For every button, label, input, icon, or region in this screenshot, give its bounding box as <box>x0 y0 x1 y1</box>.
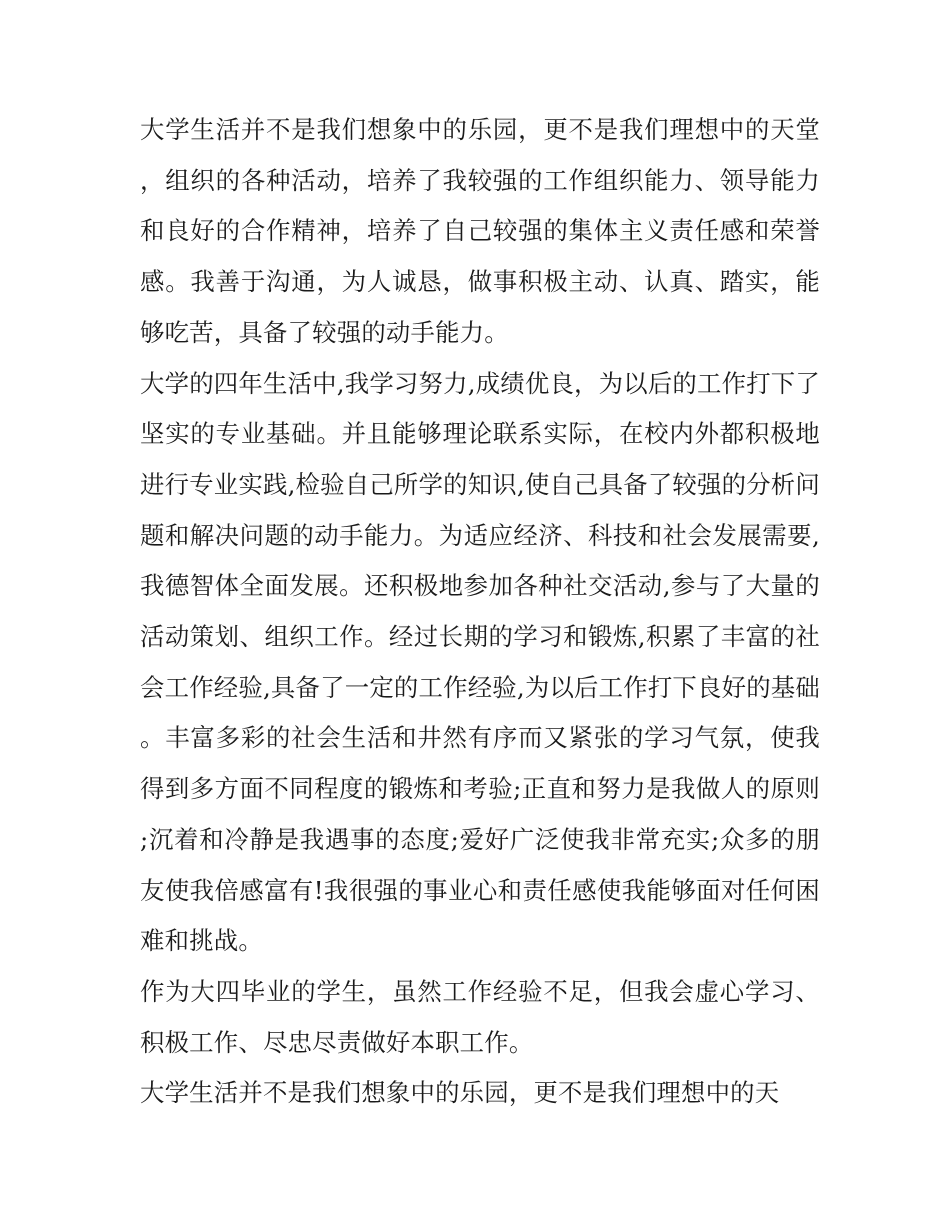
paragraph-2: 大学的四年生活中,我学习努力,成绩优良，为以后的工作打下了坚实的专业基础。并且能够理论联系实际，在校内外都积极地进行专业实践,检验自己所学的知识,使自己具备了较强的分析问题和解决问题的动手能力。为适应经济、科技和社会发展需要,我德智体全面发展。还积极地参加各种社交活动,参与了大量的活动策划、组织工作。经过长期的学习和锻炼,积累了丰富的社会工作经验,具备了一定的工作经验,为以后工作打下良好的基础。丰富多彩的社会生活和井然有序而又紧张的学习气氛，使我得到多方面不同程度的锻炼和考验;正直和努力是我做人的原则;沉着和冷静是我遇事的态度;爱好广泛使我非常充实;众多的朋友使我倍感富有!我很强的事业心和责任感使我能够面对任何困难和挑战。 <box>140 368 820 956</box>
paragraph-3: 作为大四毕业的学生，虽然工作经验不足，但我会虚心学习、积极工作、尽忠尽责做好本职工作。 <box>140 976 820 1057</box>
document-body <box>140 105 820 1119</box>
paragraph-1: 大学生活并不是我们想象中的乐园，更不是我们理想中的天堂，组织的各种活动，培养了我较强的工作组织能力、领导能力和良好的合作精神，培养了自己较强的集体主义责任感和荣誉感。我善于沟通，为人诚恳，做事积极主动、认真、踏实，能够吃苦，具备了较强的动手能力。 <box>140 115 820 347</box>
paragraph-4: 大学生活并不是我们想象中的乐园，更不是我们理想中的天 <box>140 1078 780 1108</box>
